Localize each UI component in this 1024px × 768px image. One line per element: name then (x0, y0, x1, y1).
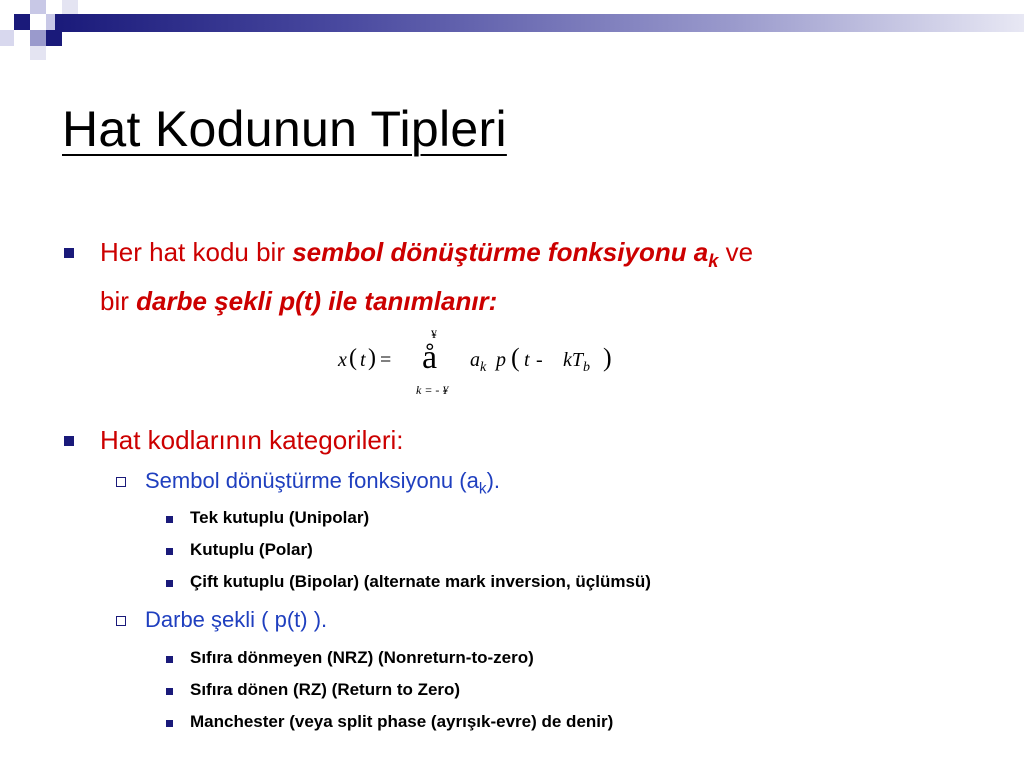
square-bullet-icon (64, 436, 74, 446)
formula-paren: ) (603, 343, 612, 372)
deco-square (30, 0, 46, 14)
hollow-square-bullet-icon (116, 616, 126, 626)
formula-a: $a_k$ (470, 349, 487, 375)
small-square-bullet-icon (166, 580, 173, 587)
bullet-1-line2-pre: bir (100, 286, 137, 317)
small-square-bullet-icon (166, 720, 173, 727)
deco-square (0, 30, 14, 46)
formula-minus: - (536, 349, 543, 371)
small-square-bullet-icon (166, 548, 173, 555)
hollow-square-bullet-icon (116, 477, 126, 487)
deco-square (46, 30, 62, 46)
sub-bullet-2-text: Darbe şekli ( p(t) ). (145, 607, 328, 632)
formula-lhs-t: t (360, 349, 366, 371)
slide-title: Hat Kodunun Tipleri (62, 101, 507, 157)
list-item: Kutuplu (Polar) (190, 540, 313, 559)
formula-paren: ) (368, 345, 376, 371)
deco-square (14, 14, 30, 30)
formula-paren: ( (511, 343, 520, 372)
bullet-1-text (100, 232, 980, 321)
square-bullet-icon (64, 248, 74, 258)
formula-kT: $kT_b$ (563, 349, 590, 375)
deco-square (30, 30, 46, 46)
bullet-1-emphasis-2: darbe şekli p(t) ile tanımlanır: (136, 286, 498, 317)
formula-sum-lower: k = - ¥ (416, 383, 449, 397)
formula-paren: ( (349, 345, 357, 371)
bullet-2-text: Hat kodlarının kategorileri: (100, 425, 404, 455)
formula-lhs-x: x (338, 349, 347, 371)
formula-equals: = (380, 349, 392, 371)
list-item: Sıfıra dönmeyen (NRZ) (Nonreturn-to-zero) (190, 648, 534, 667)
small-square-bullet-icon (166, 516, 173, 523)
bullet-1-mid: ve (718, 237, 754, 267)
list-item: Tek kutuplu (Unipolar) (190, 508, 370, 527)
formula-sum-sign: å (422, 339, 438, 376)
bullet-1-emphasis-1: sembol dönüştürme fonksiyonu $a_k$ (292, 237, 719, 272)
formula-sum-upper: ¥ (431, 327, 437, 341)
line-code-formula (320, 325, 640, 405)
formula-p: p (496, 349, 506, 371)
bullet-1-pre: Her hat kodu bir (100, 237, 293, 267)
list-item: Çift kutuplu (Bipolar) (alternate mark inversion, üçlümsü) (190, 572, 651, 591)
formula-t: t (524, 349, 530, 371)
list-item: Manchester (veya split phase (ayrışık-evre) de denir) (190, 712, 614, 731)
deco-square (62, 0, 78, 14)
header-gradient-band (55, 14, 1024, 32)
small-square-bullet-icon (166, 656, 173, 663)
small-square-bullet-icon (166, 688, 173, 695)
list-item: Sıfıra dönen (RZ) (Return to Zero) (190, 680, 461, 699)
deco-square (30, 46, 46, 60)
sub-bullet-1-text: Sembol dönüştürme fonksiyonu $(a_k)$. (145, 468, 501, 498)
